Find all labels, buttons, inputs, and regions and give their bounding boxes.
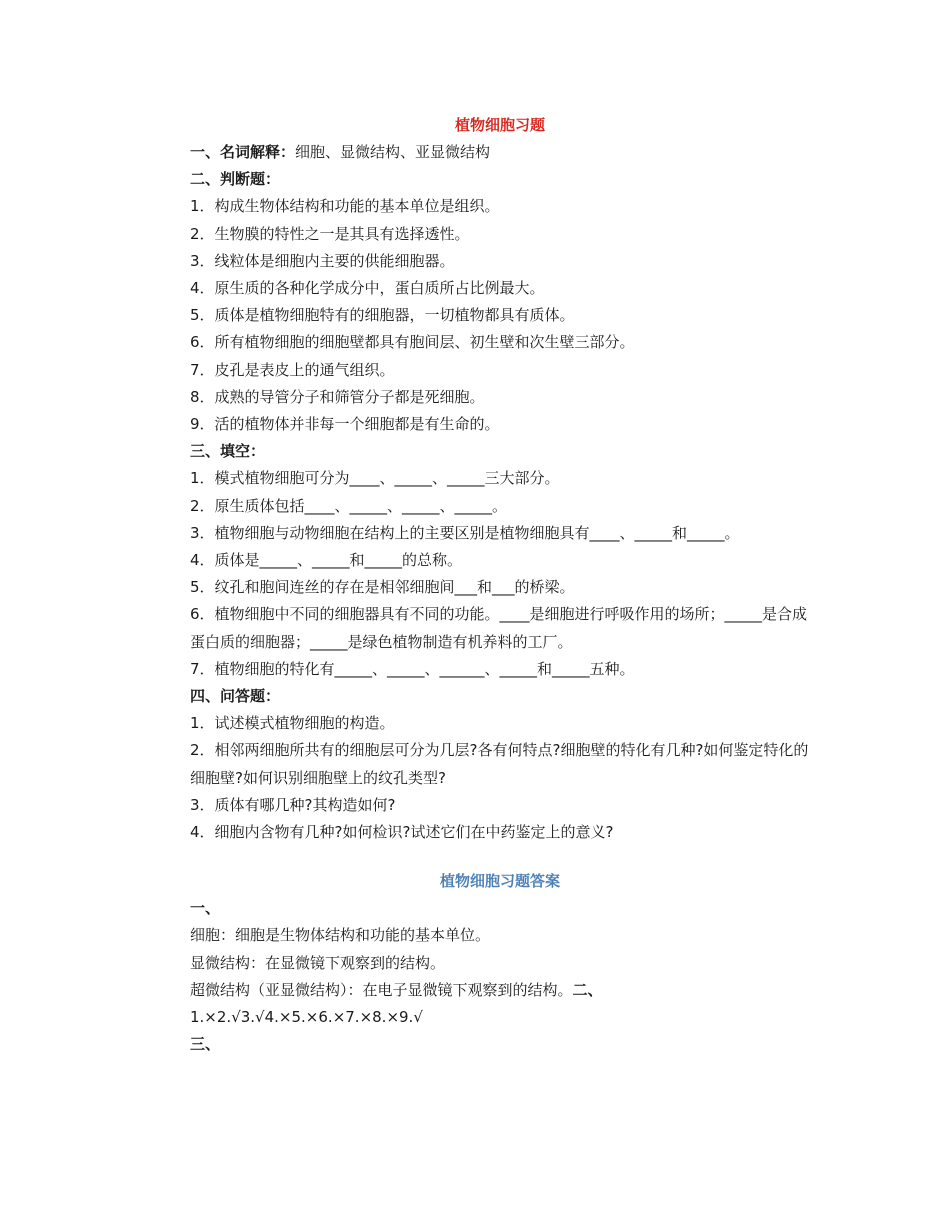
fill-blank-item: 6．植物细胞中不同的细胞器具有不同的功能。____是细胞进行呼吸作用的场所；_____是合成蛋白质的细胞器；_____是绿色植物制造有机养料的工厂。: [190, 605, 808, 651]
judgment-list: [190, 193, 810, 438]
question-item: 4．细胞内含物有几种?如何检识?试述它们在中药鉴定上的意义?: [190, 823, 614, 842]
exercise-title: 植物细胞习题: [454, 116, 545, 134]
fill-blank-item: 2．原生质体包括____、_____、_____、_____。: [190, 496, 508, 515]
judgment-item: 1．构成生物体结构和功能的基本单位是组织。: [190, 197, 500, 216]
answer-definition: 超微结构（亚显微结构）：在电子显微镜下观察到的结构。: [190, 980, 573, 999]
section-2-heading: 二、判断题：: [190, 170, 281, 189]
answers-title: 植物细胞习题答案: [439, 872, 560, 891]
judgment-item: 5．质体是植物细胞特有的细胞器，一切植物都具有质体。: [190, 306, 575, 325]
judgment-item: 2．生物膜的特性之一是其具有选择透性。: [190, 224, 470, 243]
section-spacer: [190, 846, 810, 868]
question-list: [190, 710, 810, 846]
section-1-heading: 一、名词解释：: [190, 143, 296, 161]
judgment-item: 7．皮孔是表皮上的通气组织。: [190, 360, 395, 379]
answer-definition: 细胞：细胞是生物体结构和功能的基本单位。: [190, 926, 491, 945]
answer-2-heading: 二、: [572, 980, 603, 999]
judgment-item: 8．成熟的导管分子和筛管分子都是死细胞。: [190, 387, 485, 406]
judgment-item: 4．原生质的各种化学成分中，蛋白质所占比例最大。: [190, 279, 545, 298]
fill-blank-item: 1．模式植物细胞可分为____、_____、_____三大部分。: [190, 469, 560, 488]
answer-3-heading: 三、: [190, 1035, 221, 1054]
fill-blank-item: 5．纹孔和胞间连丝的存在是相邻细胞间___和___的桥梁。: [190, 578, 575, 597]
section-4-heading: 四、问答题：: [190, 687, 281, 706]
judgment-item: 9．活的植物体并非每一个细胞都是有生命的。: [190, 415, 500, 434]
fill-blank-list: [190, 465, 810, 683]
section-1-terms: 细胞、显微结构、亚显微结构: [295, 143, 491, 161]
question-item: 1．试述模式植物细胞的构造。: [190, 714, 395, 733]
question-item: 3．质体有哪几种?其构造如何?: [190, 795, 396, 814]
answer-definition-with-judgments: [190, 977, 810, 1031]
section-3-heading: 三、填空：: [190, 442, 266, 461]
question-item: 2．相邻两细胞所共有的细胞层可分为几层?各有何特点?细胞壁的特化有几种?如何鉴定特化的细胞壁?如何识别细胞壁上的纹孔类型?: [190, 741, 809, 787]
answer-2-judgments: 1.×2.√3.√4.×5.×6.×7.×8.×9.√: [190, 1008, 423, 1027]
answer-1-heading: 一、: [190, 899, 221, 918]
fill-blank-item: 4．质体是_____、_____和_____的总称。: [190, 551, 463, 570]
judgment-item: 3．线粒体是细胞内主要的供能细胞器。: [190, 251, 455, 270]
fill-blank-item: 3．植物细胞与动物细胞在结构上的主要区别是植物细胞具有____、_____和_____。: [190, 523, 740, 542]
section-1-line: [190, 139, 810, 166]
judgment-item: 6．所有植物细胞的细胞壁都具有胞间层、初生壁和次生壁三部分。: [190, 333, 635, 352]
fill-blank-item: 7．植物细胞的特化有_____、_____、______、_____和_____五种。: [190, 659, 635, 678]
answer-definition: 显微结构：在显微镜下观察到的结构。: [190, 953, 446, 972]
document-content: [190, 112, 810, 1059]
